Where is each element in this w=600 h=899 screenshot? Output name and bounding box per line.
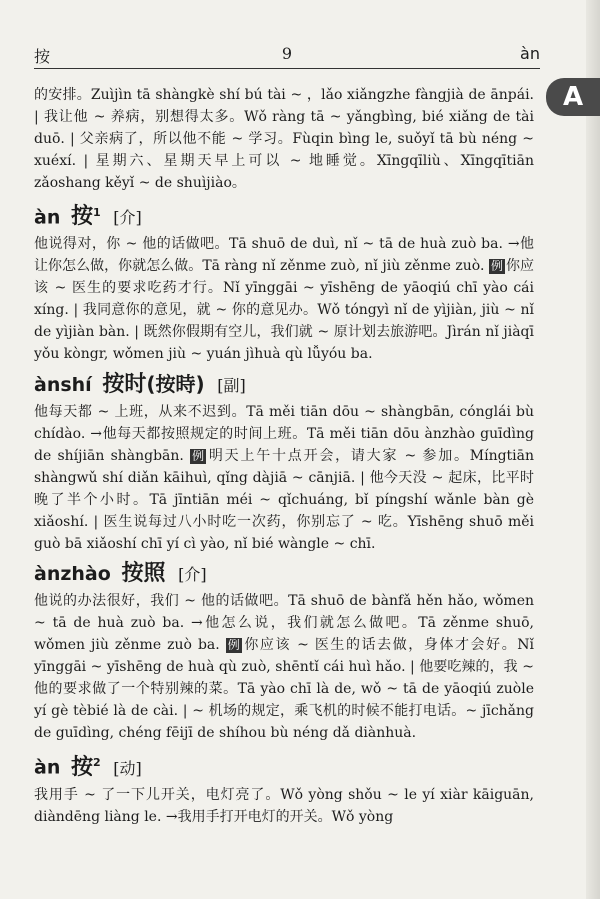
- headword-hanzi: 按照: [121, 561, 166, 587]
- running-header: [34, 42, 540, 69]
- headword-hanzi: 按: [70, 754, 93, 780]
- part-of-speech: [介]: [178, 565, 207, 585]
- entry-body: [34, 784, 534, 828]
- header-right-pinyin: àn: [520, 44, 540, 63]
- headword-pinyin: àn: [34, 206, 61, 229]
- entry-anshi: [34, 371, 534, 555]
- entry-headword: [34, 200, 534, 231]
- headword-pinyin: ànshí: [34, 374, 92, 397]
- homograph-number: 1: [93, 206, 101, 219]
- example-marker: 例: [227, 638, 240, 653]
- headword-pinyin: ànzhào: [34, 563, 111, 586]
- headword-hanzi: 按时: [102, 372, 147, 398]
- page-edge: [586, 0, 600, 899]
- definition-text: 他说的办法很好，我们 ~ 他的话做吧。Tā shuō de bànfǎ hěn hǎo, wǒmen ~ tā de huà zuò ba. →他怎么说，我们就怎么做吧。Tā zěnme shuō, wǒmen jiù zěnme zuò ba.: [34, 593, 534, 654]
- part-of-speech: [动]: [113, 758, 142, 778]
- dictionary-content: [34, 84, 534, 828]
- definition-text: 他说得对，你 ~ 他的话做吧。Tā shuō de duì, nǐ ~ tā de huà zuò ba. →他让你怎么做，你就怎么做。Tā ràng nǐ zěnme zuò, nǐ jiù zěnme zuò.: [34, 236, 534, 275]
- entry-continuation: 的安排。Zuìjìn tā shàngkè shí bú tài ~ ，lǎo xiǎngzhe fàngjià de ānpái. | 我让他 ~ 养病，别想得太多。Wǒ ràng tā ~ yǎngbìng, bié xiǎng de tài duō. | 父亲病了，所以他不能 ~ 学习。Fùqin bìng le, suǒyǐ tā bù néng ~ xuéxí. | 星期六、星期天早上可以 ~ 地睡觉。Xīngqīliù、Xīngqītiān zǎoshang kěyǐ ~ de shuìjiào。: [34, 87, 534, 191]
- headword-pinyin: àn: [34, 756, 61, 779]
- example-text: 明天上午十点开会，请大家 ~ 参加。Míngtiān shàngwǔ shí diǎn kāihuì, qǐng dàjiā ~ cānjiā. | 他今天没 ~ 起床，比平时晚了半个小时。Tā jīntiān méi ~ qǐchuáng, bǐ píngshí wǎnle bàn gè xiǎoshí. | 医生说每过八小时吃一次药，你别忘了 ~ 吃。Yīshēng shuō měi guò bā xiǎoshí chī yí cì yào, nǐ bié wàngle ~ chī.: [34, 448, 535, 553]
- thumb-index-tab: A: [546, 78, 600, 116]
- homograph-number: 2: [93, 756, 101, 770]
- example-marker: 例: [192, 449, 205, 464]
- part-of-speech: [介]: [113, 208, 142, 228]
- traditional-form: (按時): [146, 372, 205, 397]
- entry-an2: [34, 750, 534, 827]
- header-left-word: 按: [34, 47, 51, 66]
- entry-body: [34, 401, 534, 555]
- entry-headword: [34, 750, 534, 781]
- entry-body: [34, 590, 534, 744]
- entry-an1: [34, 200, 534, 365]
- example-text: 你应该 ~ 医生的要求吃药才行。Nǐ yīnggāi ~ yīshēng de yāoqiú chī yào cái xíng. | 我同意你的意见，就 ~ 你的意见办。Wǒ tóngyì nǐ de yìjiàn, jiù ~ nǐ de yìjiàn bàn. | 既然你假期有空儿，我们就 ~ 原计划去旅游吧。Jìrán nǐ jiàqī yǒu kòngr, wǒmen jiù ~ yuán jìhuà qù lǚyóu ba.: [34, 258, 535, 363]
- entry-headword: [34, 561, 534, 588]
- example-text: 你应该 ~ 医生的话去做，身体才会好。Nǐ yīnggāi ~ yīshēng de huà qù zuò, shēntǐ cái huì hǎo. | 他要吃辣的，我 ~ 他的要求做了一个特别辣的菜。Tā yào chī là de, wǒ ~ tā de yāoqiú zuòle yí gè tèbié là de cài. | ~ 机场的规定，乘飞机的时候不能打电话。~ jīchǎng de guīdìng, chéng fēijī de shíhou bù néng dǎ diànhuà.: [34, 637, 534, 742]
- definition-text: 我用手 ~ 了一下儿开关，电灯亮了。Wǒ yòng shǒu ~ le yí xiàr kāiguān, diàndēng liàng le. →我用手打开电灯的开关。Wǒ yòng: [34, 786, 534, 825]
- part-of-speech: [副]: [217, 376, 246, 396]
- page-number: 9: [281, 44, 293, 63]
- entry-anzhao: [34, 561, 534, 744]
- entry-headword: [34, 371, 534, 399]
- headword-hanzi: 按: [70, 204, 93, 230]
- example-marker: 例: [490, 259, 503, 274]
- definition-text: 他每天都 ~ 上班，从来不迟到。Tā měi tiān dōu ~ shàngbān, cónglái bù chídào. →他每天都按照规定的时间上班。Tā měi tiān dōu ànzhào guīdìng de shíjiān shàngbān.: [34, 404, 534, 465]
- entry-body: [34, 233, 534, 365]
